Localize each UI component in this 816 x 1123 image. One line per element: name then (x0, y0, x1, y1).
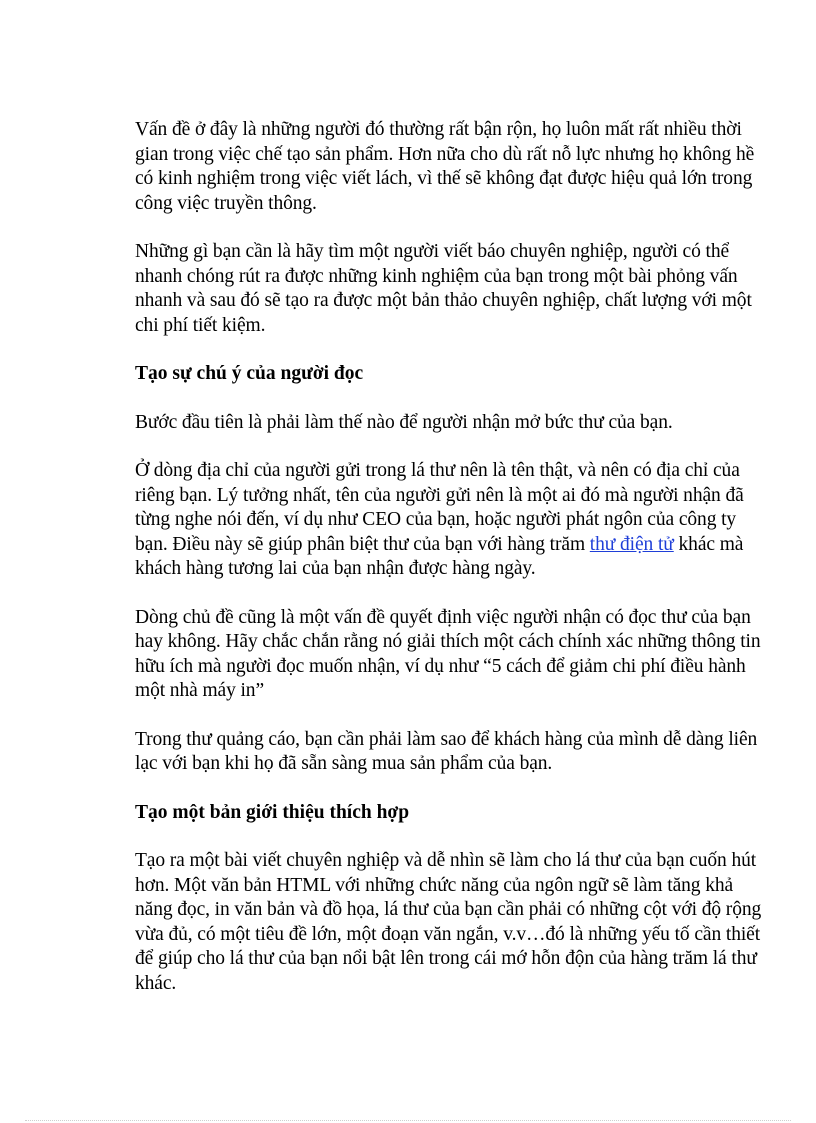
email-link[interactable]: thư điện tử (589, 533, 674, 555)
paragraph-7: Tạo ra một bài viết chuyên nghiệp và dễ nhìn sẽ làm cho lá thư của bạn cuốn hút hơn. Một văn bản HTML với những chức năng của ngôn ngữ sẽ làm tăng khả năng đọc, in văn bản và đồ họa, lá thư của bạn cần phải có những cột với độ rộng vừa đủ, có một tiêu đề lớn, một đoạn văn ngắn, v.v…đó là những yếu tố cần thiết để giúp cho lá thư của bạn nổi bật lên trong cái mớ hỗn độn của hàng trăm lá thư khác. (135, 850, 762, 994)
paragraph-4 (135, 459, 765, 582)
paragraph-6: Trong thư quảng cáo, bạn cần phải làm sao để khách hàng của mình dễ dàng liên lạc với bạn khi họ đã sẵn sàng mua sản phẩm của bạn. (135, 728, 758, 774)
section-heading-attention: Tạo sự chú ý của người đọc (135, 363, 364, 384)
paragraph-3: Bước đầu tiên là phải làm thế nào để người nhận mở bức thư của bạn. (135, 411, 673, 433)
paragraph-2: Những gì bạn cần là hãy tìm một người viết báo chuyên nghiệp, người có thể nhanh chóng rút ra được những kinh nghiệm của bạn trong một bài phỏng vấn nhanh và sau đó sẽ tạo ra được một bản thảo chuyên nghiệp, chất lượng với một chi phí tiết kiệm. (135, 241, 752, 336)
section-heading-introduction: Tạo một bản giới thiệu thích hợp (135, 801, 410, 823)
paragraph-5: Dòng chủ đề cũng là một vấn đề quyết định việc người nhận có đọc thư của bạn hay không. Hãy chắc chắn rằng nó giải thích một cách chính xác những thông tin hữu ích mà người đọc muốn nhận, ví dụ như “5 cách để giảm chi phí điều hành một nhà máy in” (135, 606, 761, 701)
paragraph-4-text-after-link: khác mà khách hàng tương lai của bạn nhận được hàng ngày. (135, 533, 744, 579)
paragraph-4-text-before-link: Ở dòng địa chỉ của người gửi trong lá thư nên là tên thật, và nên có địa chỉ của riêng bạn. Lý tưởng nhất, tên của người gửi nên là một ai đó mà người nhận đã từng nghe nói đến, ví dụ như CEO của bạn, hoặc người phát ngôn của công ty bạn. Điều này sẽ giúp phân biệt thư của bạn với hàng trăm (135, 460, 744, 555)
document-body (135, 118, 765, 1020)
paragraph-1: Vấn đề ở đây là những người đó thường rất bận rộn, họ luôn mất rất nhiều thời gian trong việc chế tạo sản phẩm. Hơn nữa cho dù rất nỗ lực nhưng họ không hề có kinh nghiệm trong việc viết lách, vì thế sẽ không đạt được hiệu quả lớn trong công việc truyền thông. (135, 119, 755, 214)
page-bottom-border (25, 1120, 791, 1121)
